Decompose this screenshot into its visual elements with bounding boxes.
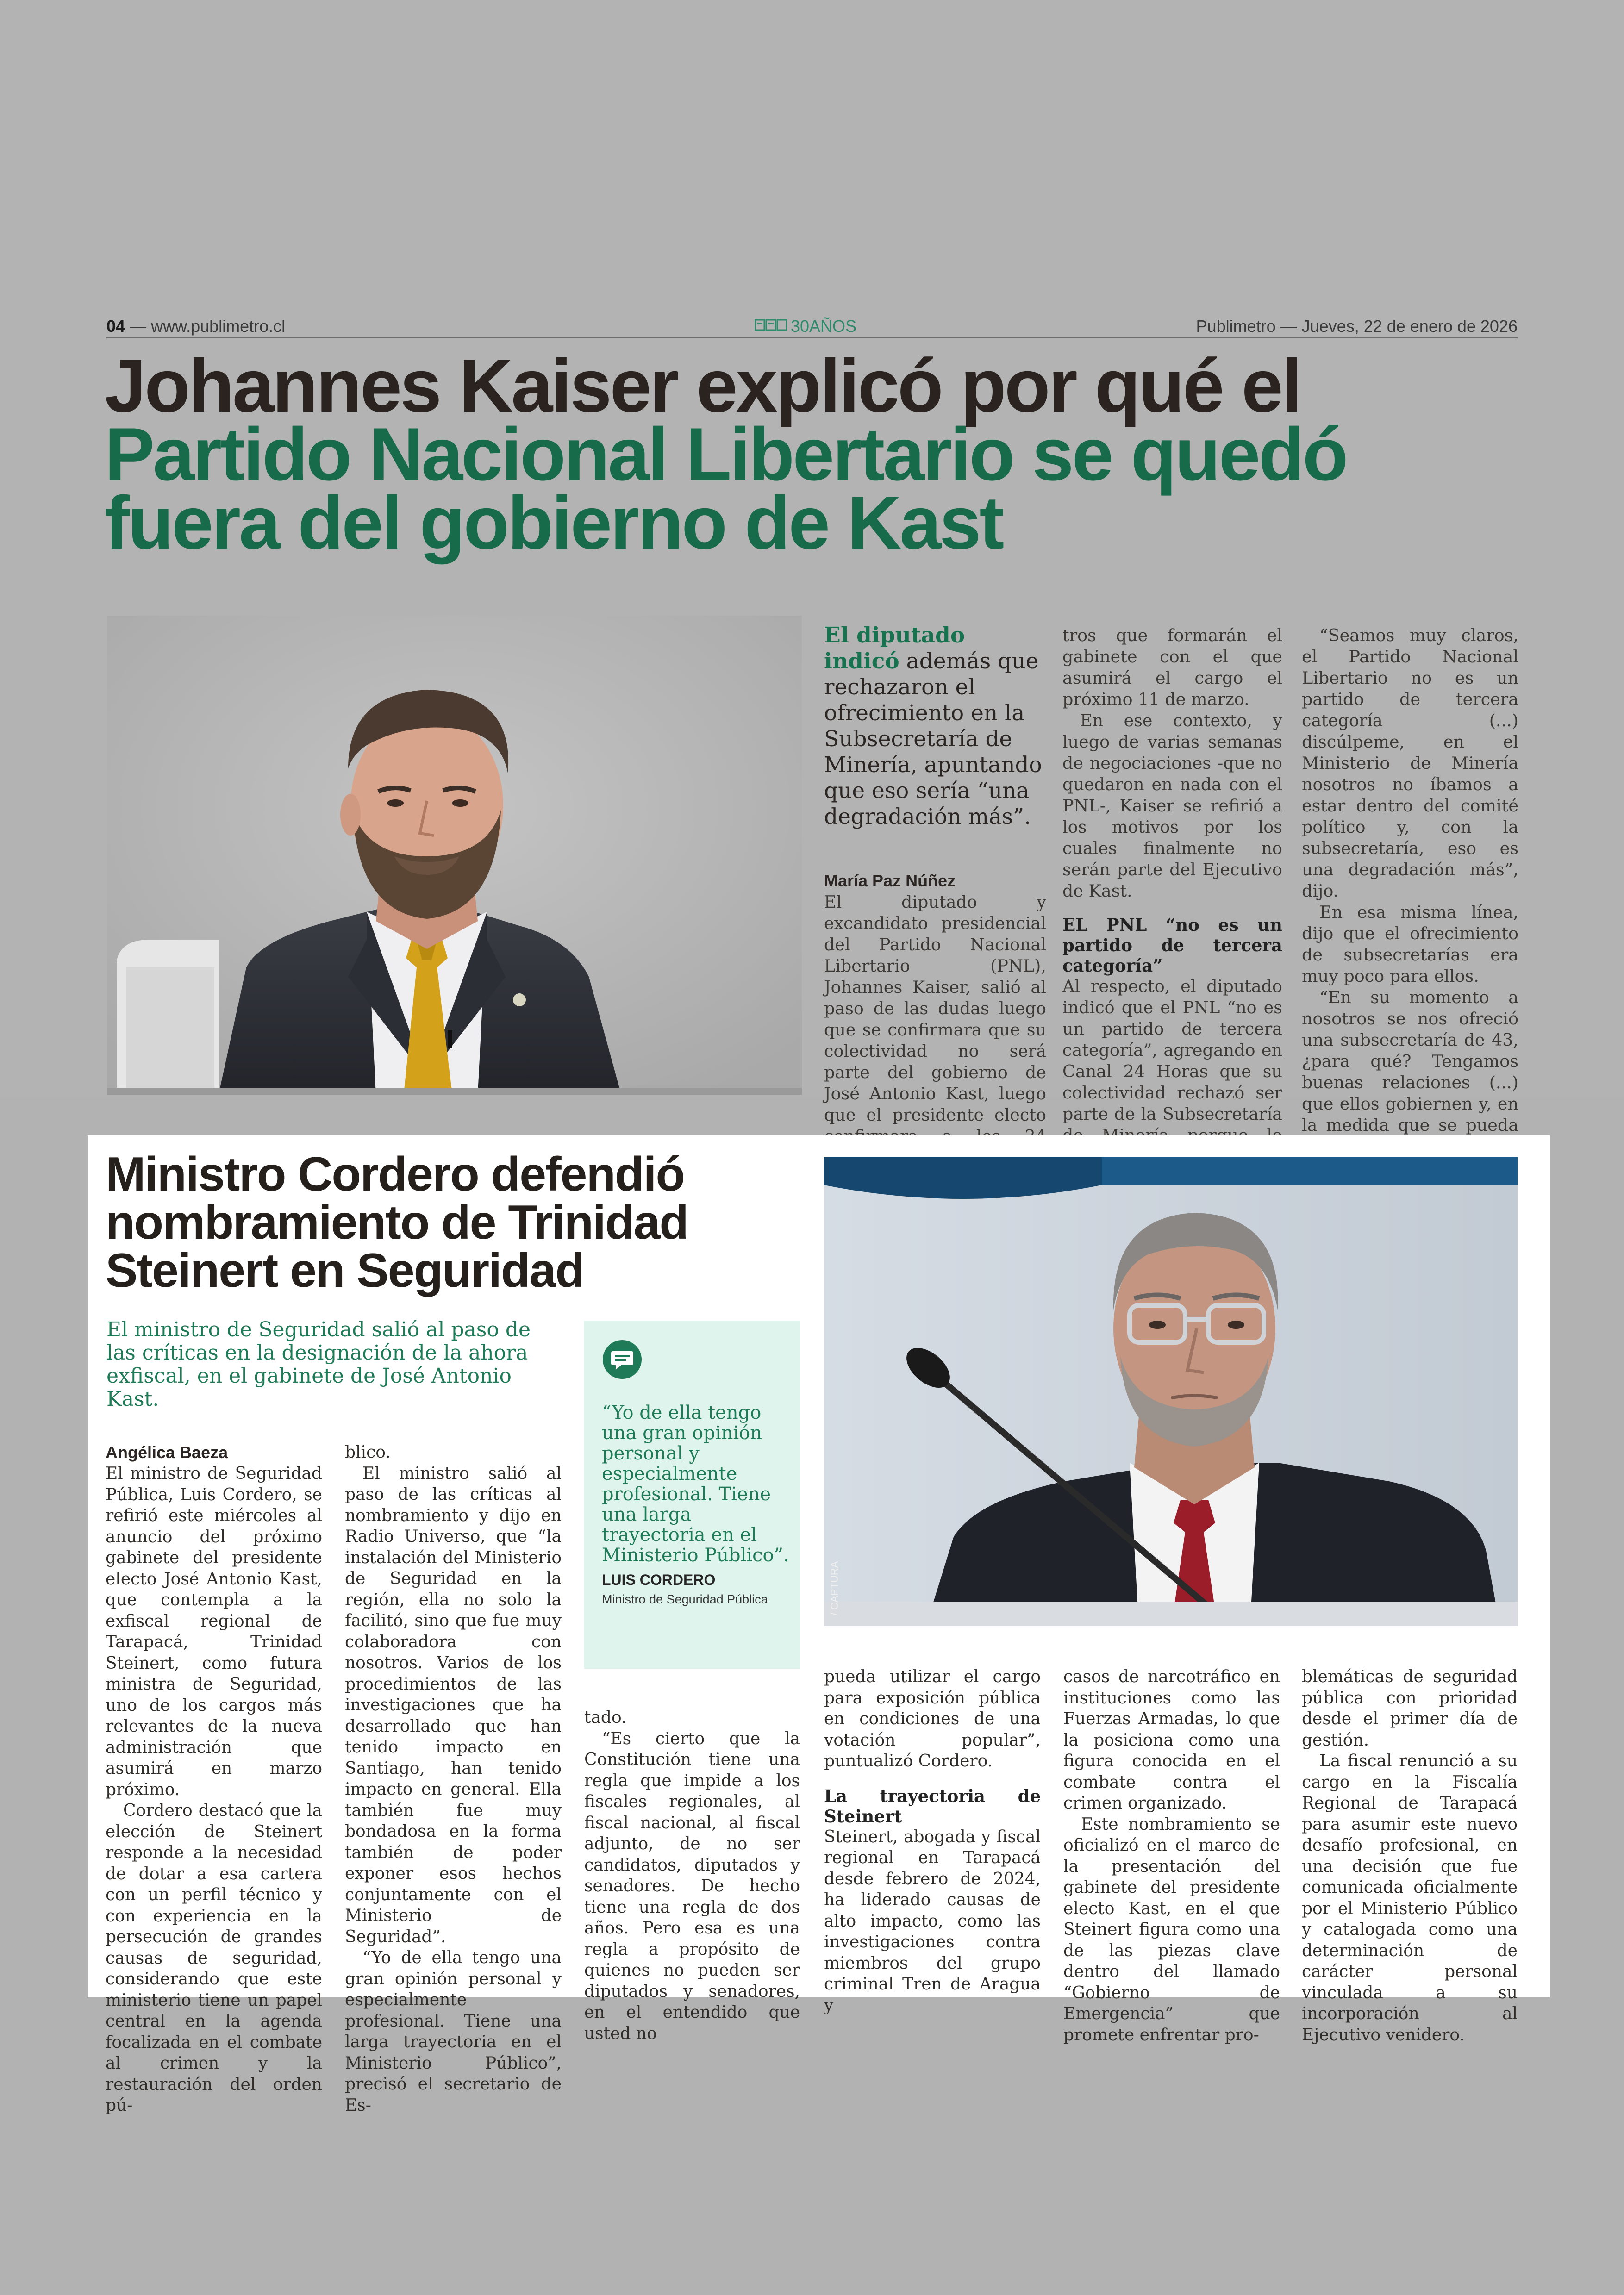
story2-col2-paragraph-3: “Yo de ella tengo una gran opinión personal y especialmente profesional. Tiene una larga trayectoria en el Ministerio Público”, precisó el secretario de Es- — [345, 1948, 562, 2115]
story1-col1-paragraph: El diputado y excandidato presidencial del Partido Nacional Libertario (PNL), Johannes Kaiser, salió al paso de las dudas luego que se confirmara que su colectividad no será parte del gobierno de José Antonio Kast, luego que el presidente electo — [824, 892, 1046, 1125]
story1-byline: María Paz Núñez — [824, 871, 956, 890]
story2-lead: El ministro de Seguridad salió al paso de las críticas en la designación de la ahora exfiscal, en el gabinete de José Antonio Kast. — [106, 1318, 531, 1411]
story1-headline — [105, 344, 1521, 565]
page-number: 04 — [106, 317, 125, 336]
story2-headline-line1: Ministro Cordero defendió — [106, 1148, 684, 1201]
story1-column-2 — [1062, 625, 1282, 1189]
story2-column-4 — [824, 1666, 1041, 2016]
story2-byline: Angélica Baeza — [106, 1443, 228, 1462]
story2-col2-paragraph-1: blico. — [345, 1443, 391, 1462]
story1-col2-paragraph-1: tros que formarán el gabinete con el que asumirá el cargo el próximo 11 de marzo. — [1062, 625, 1282, 709]
pull-quote-name: LUIS CORDERO — [602, 1572, 716, 1588]
story1-col2-paragraph-2: En ese contexto, y luego de varias semanas de negociaciones -que no quedaron en nada con el PNL-, Kaiser se refirió a los motivos por los cuales finalmente no serán parte del Ejecutivo de Kast. — [1062, 711, 1282, 901]
story1-lead-bold: El diputado indicó — [824, 623, 965, 674]
header-rule — [106, 337, 1518, 338]
story2-col4-paragraph-2: Steinert, abogada y fiscal regional en Tarapacá desde febrero de 2024, ha liderado causas de alto impacto, como las investigaciones contra miembros del grupo criminal Tren de Aragua y — [824, 1827, 1041, 2015]
anniversary-label: 30AÑOS — [791, 317, 857, 336]
story1-subhead: EL PNL “no es un partido de tercera categoría” — [1062, 915, 1282, 976]
story2-col5-paragraph-2: Este nombramiento se oficializó en el marco de la presentación del gabinete del presidente electo Kast, en el que Steinert figura como una de las piezas clave dentro del llamado “Gobierno de Emergencia” que promete enfrentar pro- — [1063, 1815, 1280, 2045]
story2-column-5 — [1063, 1666, 1280, 2046]
cordero-photo — [824, 1157, 1518, 1626]
story2-subhead: La trayectoria de Steinert — [824, 1785, 1041, 1827]
story2-col3-paragraph-2: “Es cierto que la Constitución tiene una regla que impide a los fiscales regionales, al fiscal nacional, al fiscal adjunto, de no ser candidatos, diputados y senadores. De hecho tiene una regla de dos años. Pero esa es una regla a propósito de quienes no pueden ser diputados y senadores, en el entendido que usted no — [584, 1729, 800, 2043]
story2-column-2 — [345, 1442, 562, 2116]
story1-col2-paragraph-3: Al respecto, el diputado indicó que el PNL “no es un partido de tercera categoría”, agregando en Canal 24 Horas que su colectividad rechazó ser parte de la Subsecretaría — [1062, 976, 1282, 1124]
pull-quote-role: Ministro de Seguridad Pública — [602, 1592, 768, 1606]
story2-headline-line2: nombramiento de Trinidad — [106, 1196, 688, 1249]
photo-credit: / CAPTURA — [829, 1561, 840, 1615]
story2-column-3 — [584, 1707, 800, 2044]
story1-headline-line1: Johannes Kaiser explicó por qué el — [105, 344, 1300, 428]
story2-headline-line3: Steinert en Seguridad — [106, 1244, 584, 1297]
story2-col1-paragraph-2: Cordero destacó que la elección de Steinert responde a la necesidad de dotar a esa cartera con un perfil técnico y con experiencia en la persecución de grandes causas de seguridad, considerando que este ministerio tiene un papel central en la agenda focalizada en el combate al crimen y la restauración del orden pú- — [106, 1801, 322, 2115]
story1-lead-rest: además que rechazaron el ofrecimiento en la Subsecretaría de Minería, apuntando que eso sería “una degradación más”. — [824, 649, 1042, 829]
story2-col6-paragraph-1: blemáticas de seguridad pública con prioridad desde el primer día de gestión. — [1302, 1667, 1518, 1750]
story2-col6-paragraph-2: La fiscal renunció a su cargo en la Fiscalía Regional de Tarapacá para asumir este nuevo desafío profesional, en una decisión que fue comunicada oficialmente por el Ministerio Público y catalogada como una determinación de carácter personal vinculada a su incorporación al Ejecutivo venidero. — [1302, 1752, 1518, 2045]
story2-col1-paragraph-1: El ministro de Seguridad Pública, Luis Cordero, se refirió este miércoles al anuncio del próximo gabinete del presidente electo José Antonio Kast, que contempla a la exfiscal regional de Tarapacá, Trinidad Steinert, como futura ministra de Seguridad, uno de los cargos más relevantes de la nueva administración que asumirá en marzo próximo. — [106, 1464, 322, 1799]
story1-col3-paragraph-2: En esa misma línea, dijo que el ofrecimiento de subsecretarías era muy poco para ellos. — [1302, 902, 1518, 986]
story1-headline-line3: fuera del gobierno de Kast — [105, 481, 1003, 565]
story1-col3-paragraph-3: “En su momento a nosotros se nos ofreció una subsecretaría de 43, ¿para qué? Tengamos buenas relaciones (...) que ellos gobiernen y, en la medida que se pueda — [1302, 987, 1518, 1135]
publimetro-logo-icon — [755, 317, 787, 336]
story2-column-6 — [1302, 1666, 1518, 2046]
story2-headline — [106, 1150, 800, 1295]
pull-quote-text: “Yo de ella tengo una gran opinión personal y especialmente profesional. Tiene una larga trayectoria en el Ministerio Público”. — [602, 1402, 789, 1566]
story2-col2-paragraph-2: El ministro salió al paso de las críticas al nombramiento y dijo en Radio Universo, que “la instalación del Ministerio de Seguridad en la región, ella no solo la facilitó, sino que fue muy colaboradora con nosotros. Varios de los procedimientos de las investigaciones que ha desarrollado que han tenido impacto en Santiago, han tenido impacto en general. Ella también fue muy bondadosa en la forma también de poder exponer esos hechos conjuntamente con el Ministerio de Seguridad”. — [345, 1464, 562, 1946]
story1-col3-paragraph-1: “Seamos muy claros, el Partido Nacional Libertario no es un partido de tercera categoría (...) discúlpeme, en el Ministerio de Minería nosotros no íbamos a estar dentro del comité político y, con la subsecretaría, eso es una degradación más”, dijo. — [1302, 625, 1518, 901]
story1-column-1 — [824, 870, 1046, 1168]
edition-date: Publimetro — Jueves, 22 de enero de 2026 — [1196, 317, 1518, 336]
story2-col4-paragraph-1: pueda utilizar el cargo para exposición pública en condiciones de una votación popular”, puntualizó Cordero. — [824, 1667, 1041, 1771]
story2-col5-paragraph-1: casos de narcotráfico en instituciones como las Fuerzas Armadas, lo que la posiciona como una figura conocida en el combate contra el crimen organizado. — [1063, 1667, 1280, 1813]
site-url: — www.publimetro.cl — [130, 317, 286, 336]
story2-column-1 — [106, 1442, 322, 2116]
page-header-left — [106, 317, 285, 336]
anniversary-badge — [755, 317, 856, 336]
speech-bubble-icon — [602, 1339, 643, 1380]
kaiser-photo — [107, 616, 802, 1095]
story1-lead — [824, 623, 1046, 830]
story2-col3-paragraph-1: tado. — [584, 1708, 627, 1727]
story1-headline-line2: Partido Nacional Libertario se quedó — [105, 412, 1347, 496]
